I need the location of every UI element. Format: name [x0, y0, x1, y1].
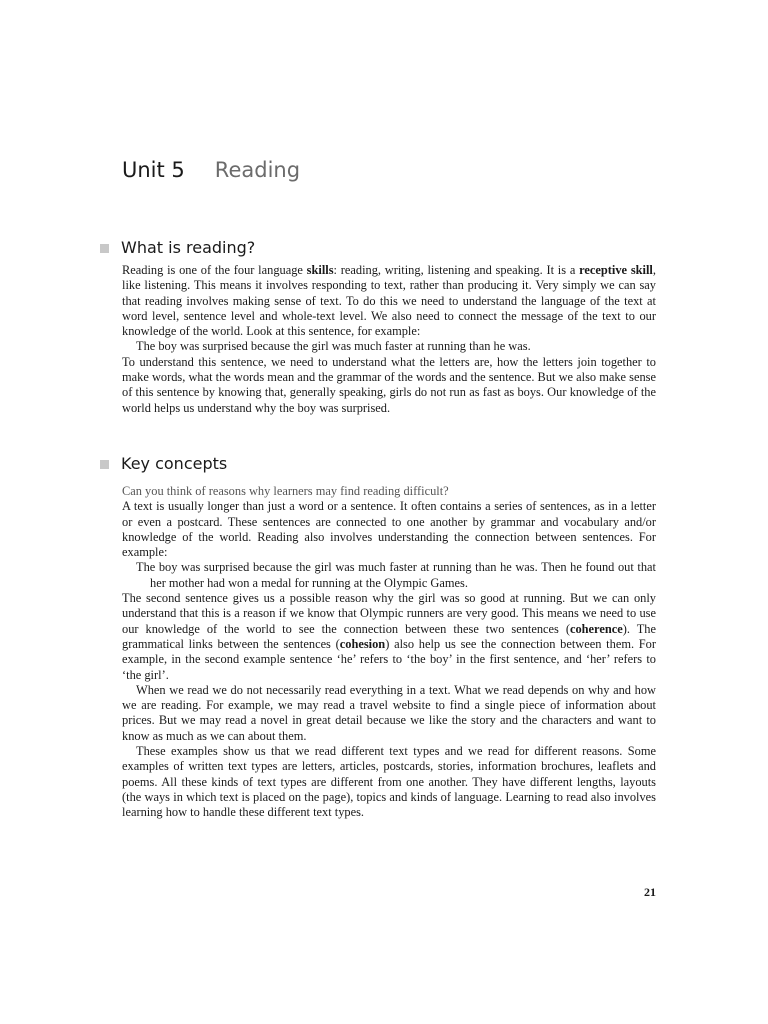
bold-term: receptive skill [579, 263, 653, 277]
paragraph: Reading is one of the four language skills: reading, writing, listening and speaking. It is a receptive skill, like listening. This means it involves responding to text, rather than producing it. Very simply we can say that reading involves making sense of text. To do this we need to understand the language of the text at word level, sentence level and whole-text level. We also need to connect the message of the text to our knowledge of the world. Look at this sentence, for example: [122, 263, 656, 339]
square-bullet-icon [100, 244, 109, 253]
square-bullet-icon [100, 460, 109, 469]
bold-term: skills [306, 263, 334, 277]
reflection-question: Can you think of reasons why learners may find reading difficult? [122, 484, 449, 498]
paragraph: These examples show us that we read different text types and we read for different reasons. Some examples of written text types are letters, articles, postcards, stories, information brochures, leaflets and poems. All these kinds of text types are different from one another. They have different lengths, layouts (the ways in which text is placed on the page), topics and kinds of language. Learning to read also involves learning how to handle these different text types. [122, 744, 656, 820]
section-title: What is reading? [121, 238, 256, 257]
paragraph: A text is usually longer than just a word or a sentence. It often contains a series of sentences, as in a letter or even a postcard. These sentences are connected to one another by grammar and vocabulary and/or knowledge of the world. Reading also involves understanding the connection between sentences. For example: [122, 499, 656, 560]
section-what-is-reading [100, 238, 656, 416]
unit-number: Unit 5 [122, 158, 185, 182]
section-heading [100, 454, 656, 478]
example-sentence: The boy was surprised because the girl was much faster at running than he was. Then he found out that her mother had won a medal for running at the Olympic Games. [136, 560, 656, 590]
paragraph: To understand this sentence, we need to understand what the letters are, how the letters join together to make words, what the words mean and the grammar of the words and the sentence. But we also make sense of this sentence by knowing that, generally speaking, girls do not run as fast as boys. Our knowledge of the world helps us understand why the boy was surprised. [122, 354, 656, 415]
bold-term: cohesion [339, 636, 386, 651]
section-body [122, 484, 656, 821]
bold-term: coherence [569, 621, 623, 636]
section-key-concepts [100, 454, 656, 821]
section-body [122, 263, 656, 416]
paragraph: The second sentence gives us a possible reason why the girl was so good at running. But we can only understand that this is a reason if we know that Olympic runners are very good. This means we need to use our knowledge of the world to see the connection between these two sentences (coherence). The grammatical links between the sentences (cohesion) also help us see the connection between them. For example, in the second example sentence ‘he’ refers to ‘the boy’ in the first sentence, and ‘her’ refers to ‘the girl’. [122, 591, 657, 682]
section-heading [100, 238, 656, 262]
page-number: 21 [644, 885, 656, 899]
unit-title: Reading [214, 158, 301, 182]
paragraph: When we read we do not necessarily read everything in a text. What we read depends on why and how we are reading. For example, we may read a travel website to find a single piece of information about prices. But we may read a novel in great detail because we like the story and the characters and want to know as much as we can about them. [122, 682, 656, 743]
unit-heading [122, 158, 300, 190]
example-sentence: The boy was surprised because the girl was much faster at running than he was. [136, 339, 531, 354]
section-title: Key concepts [121, 454, 228, 473]
